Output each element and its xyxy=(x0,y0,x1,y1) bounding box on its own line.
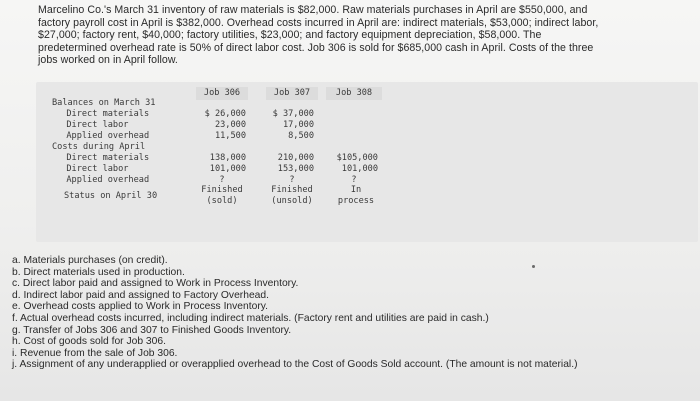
cell-value: 8,500 xyxy=(288,131,314,141)
row-label-costs-during-april: Costs during April xyxy=(52,142,146,152)
list-item: e. Overhead costs applied to Work in Process Inventory. xyxy=(12,301,269,313)
row-label-balances-march-31: Balances on March 31 xyxy=(52,98,156,108)
status-value: In xyxy=(350,185,362,195)
list-item: h. Cost of goods sold for Job 306. xyxy=(12,336,166,348)
stray-dot xyxy=(532,265,535,268)
cell-value: 17,000 xyxy=(282,120,314,130)
column-header-job-308: Job 308 xyxy=(335,88,373,98)
cell-value: 210,000 xyxy=(277,153,314,163)
status-value: process xyxy=(337,196,375,206)
list-item: f. Actual overhead costs incurred, including indirect materials. (Factory rent and utilities are paid in cash.) xyxy=(12,312,489,324)
intro-line: $27,000; factory rent, $40,000; factory utilities, $23,000; and factory equipment depreciation, $58,000. The xyxy=(38,29,542,42)
intro-line: Marcelino Co.'s March 31 inventory of raw materials is $82,000. Raw materials purchases in April are $550,000, and xyxy=(38,4,588,16)
cell-value-unknown: ? xyxy=(219,175,225,185)
cell-value: $ 37,000 xyxy=(272,109,314,119)
cell-value: 101,000 xyxy=(209,164,246,174)
list-item: c. Direct labor paid and assigned to Work in Process Inventory. xyxy=(12,278,299,290)
list-item: g. Transfer of Jobs 306 and 307 to Finished Goods Inventory. xyxy=(12,324,292,336)
list-item: i. Revenue from the sale of Job 306. xyxy=(12,347,178,359)
cell-value: 101,000 xyxy=(341,164,378,174)
status-value: (unsold) xyxy=(271,196,313,206)
row-label-applied-overhead: Applied overhead xyxy=(56,175,150,185)
cell-value: 23,000 xyxy=(214,120,246,130)
cell-value-unknown: ? xyxy=(289,175,295,185)
problem-intro xyxy=(38,4,656,67)
cell-value: 153,000 xyxy=(277,164,314,174)
cell-value-unknown: ? xyxy=(351,175,357,185)
cell-value: $105,000 xyxy=(336,153,378,163)
row-label-direct-materials: Direct materials xyxy=(56,109,150,119)
status-value: Finished xyxy=(201,185,243,195)
cell-value: 138,000 xyxy=(209,153,246,163)
cell-value: $ 26,000 xyxy=(204,109,246,119)
row-label-status-april-30: Status on April 30 xyxy=(64,191,158,201)
list-item: b. Direct materials used in production. xyxy=(12,266,185,278)
intro-line: factory payroll cost in April is $382,000. Overhead costs incurred in April are: indirect materials, $53,000; indirect labor, xyxy=(38,16,599,29)
transaction-list xyxy=(12,255,692,371)
list-item: a. Materials purchases (on credit). xyxy=(12,255,168,266)
row-label-applied-overhead: Applied overhead xyxy=(56,131,150,141)
column-header-job-306: Job 306 xyxy=(203,88,241,98)
row-label-direct-labor: Direct labor xyxy=(56,164,129,174)
row-label-direct-materials: Direct materials xyxy=(56,153,150,163)
status-value: (sold) xyxy=(206,196,238,206)
column-header-job-307: Job 307 xyxy=(273,88,311,98)
list-item: j. Assignment of any underapplied or overapplied overhead to the Cost of Goods Sold account. (The amount is not material.) xyxy=(12,359,578,371)
status-value: Finished xyxy=(271,185,313,195)
cell-value: 11,500 xyxy=(214,131,246,141)
intro-line: predetermined overhead rate is 50% of direct labor cost. Job 306 is sold for $685,000 cash in April. Costs of the three xyxy=(38,41,594,54)
list-item: d. Indirect labor paid and assigned to Factory Overhead. xyxy=(12,289,269,301)
row-label-direct-labor: Direct labor xyxy=(56,120,129,130)
intro-line: jobs worked on in April follow. xyxy=(38,54,178,67)
